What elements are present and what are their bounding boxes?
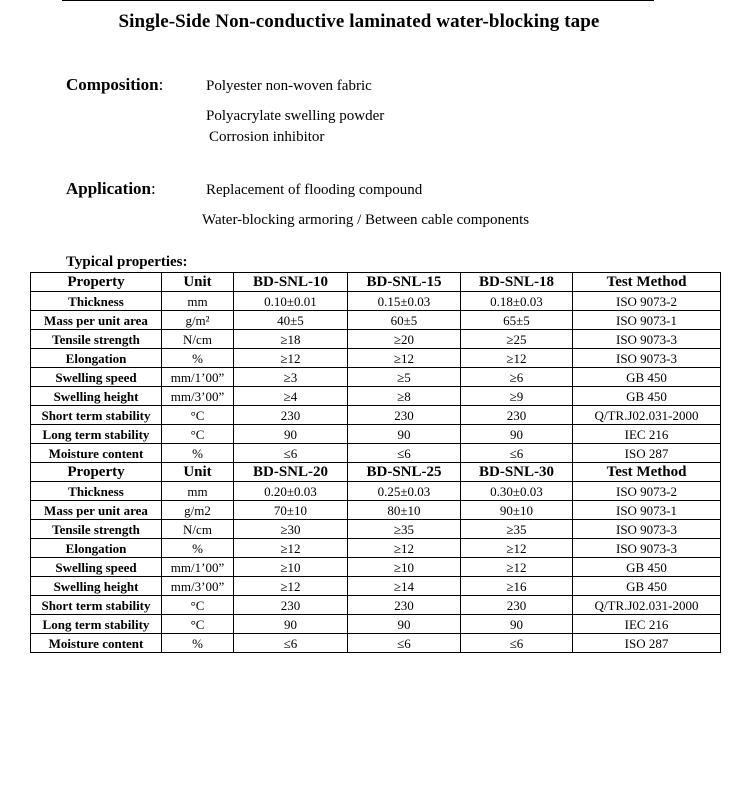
table-cell: ISO 9073-2 [573, 292, 721, 311]
table-cell: 80±10 [348, 501, 461, 520]
column-header: BD-SNL-18 [461, 273, 573, 292]
table-cell: ≥18 [234, 330, 348, 349]
property-name-cell: Swelling speed [31, 368, 162, 387]
table-cell: mm [162, 482, 234, 501]
table-cell: ISO 9073-3 [573, 330, 721, 349]
table-cell: ISO 9073-3 [573, 520, 721, 539]
table-cell: % [162, 634, 234, 653]
table-cell: 90 [234, 615, 348, 634]
column-header: Test Method [573, 273, 721, 292]
table-cell: GB 450 [573, 577, 721, 596]
composition-label: Composition [66, 75, 159, 94]
table-cell: GB 450 [573, 558, 721, 577]
table-row [31, 501, 721, 520]
table-row [31, 406, 721, 425]
column-header: BD-SNL-15 [348, 273, 461, 292]
table-cell: ≥3 [234, 368, 348, 387]
property-name-cell: Swelling height [31, 387, 162, 406]
table-cell: °C [162, 596, 234, 615]
table-row [31, 558, 721, 577]
table-cell: GB 450 [573, 368, 721, 387]
table-cell: % [162, 444, 234, 463]
table-cell: ISO 9073-3 [573, 349, 721, 368]
table-cell: ≥12 [461, 349, 573, 368]
table-cell: 90 [348, 615, 461, 634]
table-cell: mm/3’00” [162, 387, 234, 406]
table-cell: g/m2 [162, 501, 234, 520]
table-row [31, 615, 721, 634]
table-row [31, 311, 721, 330]
column-header: Unit [162, 273, 234, 292]
table-row [31, 596, 721, 615]
table-cell: ≥12 [234, 577, 348, 596]
table-row [31, 387, 721, 406]
property-name-cell: Thickness [31, 292, 162, 311]
table-cell: 230 [234, 596, 348, 615]
application-line-2: Water-blocking armoring / Between cable components [202, 212, 530, 228]
table-cell: Q/TR.J02.031-2000 [573, 406, 721, 425]
table-cell: ≥10 [234, 558, 348, 577]
column-header: BD-SNL-10 [234, 273, 348, 292]
property-name-cell: Tensile strength [31, 330, 162, 349]
table-row [31, 482, 721, 501]
table-cell: ISO 9073-3 [573, 539, 721, 558]
table-row [31, 425, 721, 444]
table-row [31, 444, 721, 463]
property-name-cell: Long term stability [31, 425, 162, 444]
typical-properties-title: Typical properties: [66, 254, 188, 270]
table-cell: ISO 9073-1 [573, 501, 721, 520]
table-cell: 90 [461, 615, 573, 634]
table-row [31, 349, 721, 368]
table-cell: ≥20 [348, 330, 461, 349]
properties-table [30, 272, 721, 653]
table-cell: ≥5 [348, 368, 461, 387]
property-name-cell: Short term stability [31, 406, 162, 425]
table-cell: 0.15±0.03 [348, 292, 461, 311]
top-rule [62, 0, 654, 1]
table-cell: 40±5 [234, 311, 348, 330]
composition-colon: : [158, 75, 164, 94]
table-cell: ≥4 [234, 387, 348, 406]
property-name-cell: Moisture content [31, 444, 162, 463]
table-cell: °C [162, 615, 234, 634]
table-cell: IEC 216 [573, 425, 721, 444]
table-cell: ≥35 [348, 520, 461, 539]
table-cell: 90 [348, 425, 461, 444]
application-heading [66, 179, 156, 199]
table-cell: N/cm [162, 330, 234, 349]
table-cell: 90 [461, 425, 573, 444]
table-cell: ≥16 [461, 577, 573, 596]
composition-line-1: Polyester non-woven fabric [206, 78, 372, 94]
table-cell: ≥14 [348, 577, 461, 596]
property-name-cell: Elongation [31, 539, 162, 558]
application-line-1: Replacement of flooding compound [206, 182, 423, 198]
table-cell: ISO 287 [573, 444, 721, 463]
application-label: Application [66, 179, 152, 198]
table-row [31, 520, 721, 539]
table-cell: ≤6 [348, 634, 461, 653]
column-header: Property [31, 273, 162, 292]
table-header-row [31, 273, 721, 292]
table-cell: 65±5 [461, 311, 573, 330]
table-cell: ≥9 [461, 387, 573, 406]
table-row [31, 368, 721, 387]
table-cell: ≤6 [461, 634, 573, 653]
table-cell: ≤6 [461, 444, 573, 463]
column-header: Unit [162, 463, 234, 482]
table-cell: 230 [234, 406, 348, 425]
table-cell: IEC 216 [573, 615, 721, 634]
table-cell: ISO 9073-2 [573, 482, 721, 501]
table-cell: ≥12 [234, 539, 348, 558]
table-cell: Q/TR.J02.031-2000 [573, 596, 721, 615]
table-cell: ≥12 [348, 539, 461, 558]
table-cell: 0.10±0.01 [234, 292, 348, 311]
property-name-cell: Thickness [31, 482, 162, 501]
property-name-cell: Tensile strength [31, 520, 162, 539]
table-cell: GB 450 [573, 387, 721, 406]
table-cell: ≥10 [348, 558, 461, 577]
table-cell: 230 [348, 406, 461, 425]
composition-line-2: Polyacrylate swelling powder [206, 108, 385, 124]
application-colon: : [151, 179, 156, 198]
document-title: Single-Side Non-conductive laminated water-blocking tape [118, 11, 600, 32]
table-cell: 230 [348, 596, 461, 615]
table-cell: mm/3’00” [162, 577, 234, 596]
table-cell: °C [162, 425, 234, 444]
table-cell: ≤6 [348, 444, 461, 463]
table-cell: 230 [461, 406, 573, 425]
property-name-cell: Elongation [31, 349, 162, 368]
table-cell: 90 [234, 425, 348, 444]
composition-line-3: Corrosion inhibitor [209, 129, 325, 145]
table-cell: % [162, 349, 234, 368]
table-row [31, 292, 721, 311]
table-cell: ≥6 [461, 368, 573, 387]
table-cell: 0.30±0.03 [461, 482, 573, 501]
column-header: Property [31, 463, 162, 482]
column-header: BD-SNL-20 [234, 463, 348, 482]
table-cell: mm [162, 292, 234, 311]
table-row [31, 577, 721, 596]
table-row [31, 634, 721, 653]
column-header: Test Method [573, 463, 721, 482]
table-cell: % [162, 539, 234, 558]
property-name-cell: Short term stability [31, 596, 162, 615]
table-cell: ≥12 [348, 349, 461, 368]
table-cell: 0.18±0.03 [461, 292, 573, 311]
table-cell: 60±5 [348, 311, 461, 330]
table-cell: ≥8 [348, 387, 461, 406]
table-cell: mm/1’00” [162, 558, 234, 577]
property-name-cell: Mass per unit area [31, 501, 162, 520]
table-cell: °C [162, 406, 234, 425]
table-cell: ≥12 [461, 558, 573, 577]
table-header-row [31, 463, 721, 482]
table-cell: ≥12 [234, 349, 348, 368]
table-cell: 0.25±0.03 [348, 482, 461, 501]
property-name-cell: Long term stability [31, 615, 162, 634]
property-name-cell: Moisture content [31, 634, 162, 653]
property-name-cell: Mass per unit area [31, 311, 162, 330]
table-cell: 0.20±0.03 [234, 482, 348, 501]
column-header: BD-SNL-25 [348, 463, 461, 482]
table-row [31, 539, 721, 558]
table-row [31, 330, 721, 349]
column-header: BD-SNL-30 [461, 463, 573, 482]
table-cell: ≥12 [461, 539, 573, 558]
table-cell: 70±10 [234, 501, 348, 520]
table-cell: ≤6 [234, 634, 348, 653]
table-cell: ISO 9073-1 [573, 311, 721, 330]
property-name-cell: Swelling speed [31, 558, 162, 577]
table-cell: ≥35 [461, 520, 573, 539]
table-cell: ≥30 [234, 520, 348, 539]
table-cell: g/m² [162, 311, 234, 330]
table-cell: 90±10 [461, 501, 573, 520]
table-cell: 230 [461, 596, 573, 615]
table-cell: ≤6 [234, 444, 348, 463]
table-cell: ISO 287 [573, 634, 721, 653]
property-name-cell: Swelling height [31, 577, 162, 596]
table-cell: ≥25 [461, 330, 573, 349]
table-cell: N/cm [162, 520, 234, 539]
composition-heading [66, 75, 163, 95]
table-cell: mm/1’00” [162, 368, 234, 387]
